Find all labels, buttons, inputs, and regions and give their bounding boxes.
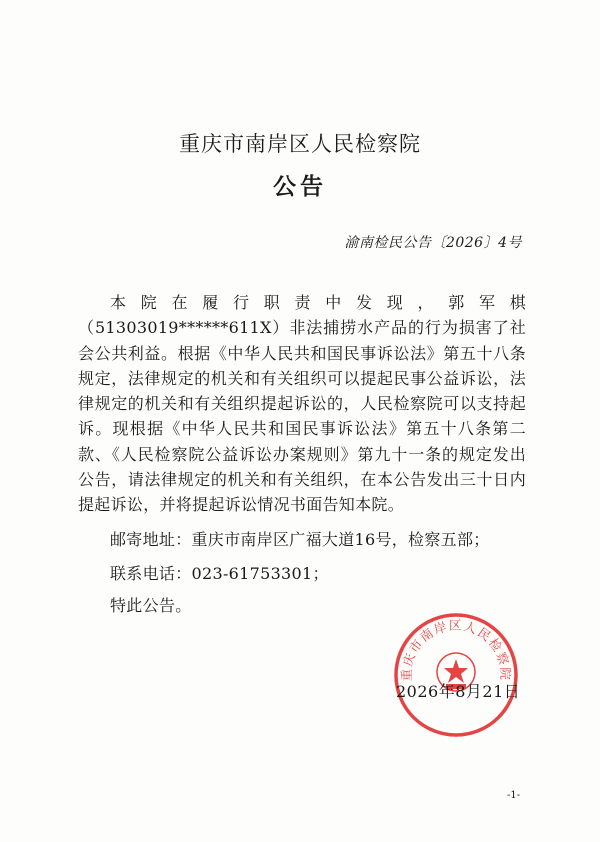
announcement-body: 本院在履行职责中发现，郭军棋（51303019******611X）非法捕捞水产品的行为损害了社会公共利益。根据《中华人民共和国民事诉讼法》第五十八条规定，法律规定的机关和有关组织可以提起民事公益诉讼，法律规定的机关和有关组织提起诉讼的，人民检察院可以支持起诉。现根据《中华人民共和国民事诉讼法》第五十八条第二款、《人民检察院公益诉讼办案规则》第九十一条的规定发出公告，请法律规定的机关和有关组织，在本公告发出三十日内提起诉讼，并将提起诉讼情况书面告知本院。: [78, 293, 526, 515]
organization-name: 重庆市南岸区人民检察院: [179, 132, 421, 156]
document-title: 公告: [273, 173, 327, 200]
official-seal-stamp: [391, 610, 521, 740]
issue-date: 2026年8月21日: [396, 682, 521, 701]
contact-phone: 联系电话：023-61753301；: [110, 564, 329, 583]
page-number: -1-: [507, 790, 521, 801]
closing-statement: 特此公告。: [110, 596, 192, 615]
document-header: [0, 128, 600, 201]
document-number: 渝南检民公告〔2026〕4号: [344, 235, 522, 251]
seal-text: 重庆市南岸区人民检察院: [398, 617, 514, 682]
mailing-address: 邮寄地址：重庆市南岸区广福大道16号，检察五部；: [110, 530, 490, 549]
